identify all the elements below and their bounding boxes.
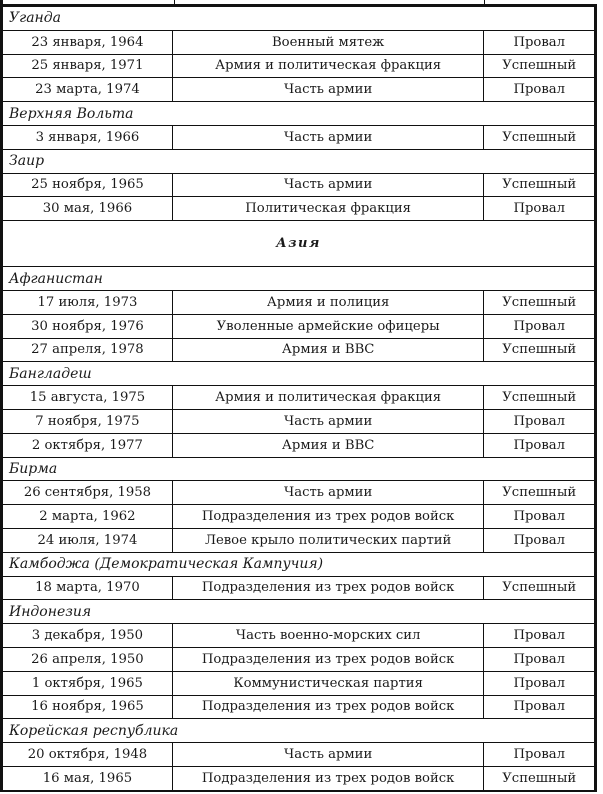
date-cell: 25 ноября, 1965	[2, 173, 173, 197]
result-cell: Успешный	[484, 481, 596, 505]
country-header-row	[2, 267, 596, 291]
country-header-row	[2, 6, 596, 31]
actor-cell: Часть армии	[172, 173, 484, 197]
table-row	[2, 173, 596, 197]
table-row	[2, 624, 596, 648]
actor-cell: Уволенные армейские офицеры	[172, 314, 484, 338]
date-cell: 25 января, 1971	[2, 54, 173, 78]
actor-cell: Военный мятеж	[172, 30, 484, 54]
table-row	[2, 481, 596, 505]
actor-cell: Часть армии	[172, 78, 484, 102]
actor-cell: Подразделения из трех родов войск	[172, 576, 484, 600]
country-name: Корейская республика	[2, 719, 596, 743]
result-cell: Успешный	[484, 54, 596, 78]
result-cell: Провал	[484, 197, 596, 221]
date-cell: 7 ноября, 1975	[2, 409, 173, 433]
result-cell: Провал	[484, 647, 596, 671]
country-name: Заир	[2, 149, 596, 173]
date-cell: 2 октября, 1977	[2, 433, 173, 457]
table-row	[2, 433, 596, 457]
result-cell: Провал	[484, 743, 596, 767]
table-row	[2, 766, 596, 790]
country-name: Верхняя Вольта	[2, 102, 596, 126]
coups-table	[0, 4, 597, 792]
result-cell: Успешный	[484, 766, 596, 790]
date-cell: 1 октября, 1965	[2, 671, 173, 695]
country-header-row	[2, 719, 596, 743]
table-row	[2, 505, 596, 529]
table-row	[2, 30, 596, 54]
result-cell: Провал	[484, 671, 596, 695]
actor-cell: Армия и ВВС	[172, 338, 484, 362]
table-row	[2, 743, 596, 767]
table-row	[2, 314, 596, 338]
actor-cell: Часть военно-морских сил	[172, 624, 484, 648]
result-cell: Провал	[484, 78, 596, 102]
result-cell: Успешный	[484, 173, 596, 197]
table-row	[2, 576, 596, 600]
table-row	[2, 647, 596, 671]
country-header-row	[2, 552, 596, 576]
date-cell: 24 июля, 1974	[2, 528, 173, 552]
actor-cell: Часть армии	[172, 481, 484, 505]
result-cell: Провал	[484, 505, 596, 529]
date-cell: 30 мая, 1966	[2, 197, 173, 221]
table-row	[2, 125, 596, 149]
table-row	[2, 54, 596, 78]
result-cell: Провал	[484, 30, 596, 54]
region-title: Азия	[2, 221, 596, 267]
result-cell: Провал	[484, 624, 596, 648]
country-header-row	[2, 149, 596, 173]
table-row	[2, 78, 596, 102]
actor-cell: Армия и политическая фракция	[172, 54, 484, 78]
date-cell: 23 января, 1964	[2, 30, 173, 54]
date-cell: 2 марта, 1962	[2, 505, 173, 529]
table-row	[2, 528, 596, 552]
result-cell: Провал	[484, 695, 596, 719]
date-cell: 20 октября, 1948	[2, 743, 173, 767]
actor-cell: Политическая фракция	[172, 197, 484, 221]
result-cell: Провал	[484, 528, 596, 552]
country-name: Индонезия	[2, 600, 596, 624]
country-header-row	[2, 102, 596, 126]
country-name: Камбоджа (Демократическая Кампучия)	[2, 552, 596, 576]
result-cell: Провал	[484, 433, 596, 457]
result-cell: Успешный	[484, 125, 596, 149]
table-row	[2, 197, 596, 221]
date-cell: 18 марта, 1970	[2, 576, 173, 600]
country-name: Бангладеш	[2, 362, 596, 386]
table-row	[2, 338, 596, 362]
date-cell: 26 апреля, 1950	[2, 647, 173, 671]
date-cell: 3 января, 1966	[2, 125, 173, 149]
date-cell: 17 июля, 1973	[2, 290, 173, 314]
actor-cell: Подразделения из трех родов войск	[172, 695, 484, 719]
country-header-row	[2, 457, 596, 481]
actor-cell: Армия и ВВС	[172, 433, 484, 457]
result-cell: Успешный	[484, 290, 596, 314]
actor-cell: Армия и полиция	[172, 290, 484, 314]
date-cell: 15 августа, 1975	[2, 386, 173, 410]
date-cell: 3 декабря, 1950	[2, 624, 173, 648]
actor-cell: Левое крыло политических партий	[172, 528, 484, 552]
coups-table-body	[2, 6, 596, 791]
country-name: Афганистан	[2, 267, 596, 291]
date-cell: 27 апреля, 1978	[2, 338, 173, 362]
region-header-row	[2, 221, 596, 267]
actor-cell: Часть армии	[172, 409, 484, 433]
result-cell: Провал	[484, 409, 596, 433]
table-row	[2, 290, 596, 314]
date-cell: 16 ноября, 1965	[2, 695, 173, 719]
actor-cell: Армия и политическая фракция	[172, 386, 484, 410]
table-row	[2, 386, 596, 410]
table-row	[2, 409, 596, 433]
result-cell: Провал	[484, 314, 596, 338]
country-name: Бирма	[2, 457, 596, 481]
actor-cell: Часть армии	[172, 743, 484, 767]
date-cell: 30 ноября, 1976	[2, 314, 173, 338]
actor-cell: Подразделения из трех родов войск	[172, 505, 484, 529]
date-cell: 26 сентября, 1958	[2, 481, 173, 505]
actor-cell: Подразделения из трех родов войск	[172, 766, 484, 790]
table-row	[2, 671, 596, 695]
country-header-row	[2, 362, 596, 386]
date-cell: 16 мая, 1965	[2, 766, 173, 790]
country-header-row	[2, 600, 596, 624]
actor-cell: Коммунистическая партия	[172, 671, 484, 695]
actor-cell: Часть армии	[172, 125, 484, 149]
country-name: Уганда	[2, 6, 596, 31]
date-cell: 23 марта, 1974	[2, 78, 173, 102]
table-row	[2, 695, 596, 719]
actor-cell: Подразделения из трех родов войск	[172, 647, 484, 671]
result-cell: Успешный	[484, 576, 596, 600]
result-cell: Успешный	[484, 386, 596, 410]
result-cell: Успешный	[484, 338, 596, 362]
